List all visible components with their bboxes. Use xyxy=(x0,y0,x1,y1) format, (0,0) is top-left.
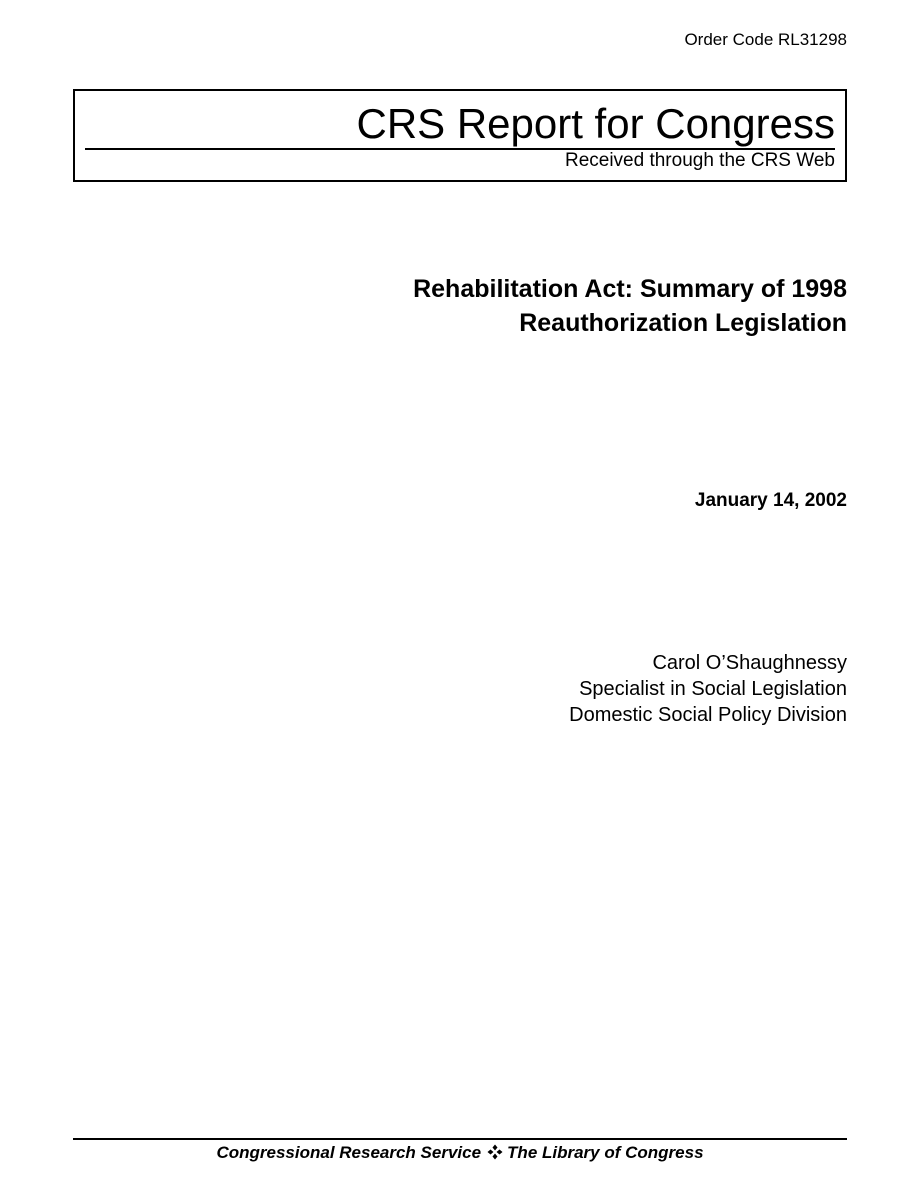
footer-right-text: The Library of Congress xyxy=(507,1143,704,1162)
crs-report-header-box xyxy=(73,89,847,182)
footer xyxy=(73,1142,847,1164)
author-position: Specialist in Social Legislation xyxy=(579,678,847,700)
footer-left-text: Congressional Research Service xyxy=(216,1143,482,1162)
report-title-line-1: Rehabilitation Act: Summary of 1998 xyxy=(413,275,847,303)
report-title xyxy=(247,272,847,340)
order-code: Order Code RL31298 xyxy=(684,30,847,49)
author-division: Domestic Social Policy Division xyxy=(569,704,847,726)
author-block xyxy=(347,650,847,728)
footer-rule xyxy=(73,1138,847,1140)
four-diamond-icon xyxy=(487,1144,503,1160)
report-title-line-2: Reauthorization Legislation xyxy=(519,309,847,337)
author-name: Carol O’Shaughnessy xyxy=(652,652,847,674)
header-title: CRS Report for Congress xyxy=(356,100,835,147)
report-date: January 14, 2002 xyxy=(694,490,847,511)
header-subtitle: Received through the CRS Web xyxy=(564,150,835,171)
